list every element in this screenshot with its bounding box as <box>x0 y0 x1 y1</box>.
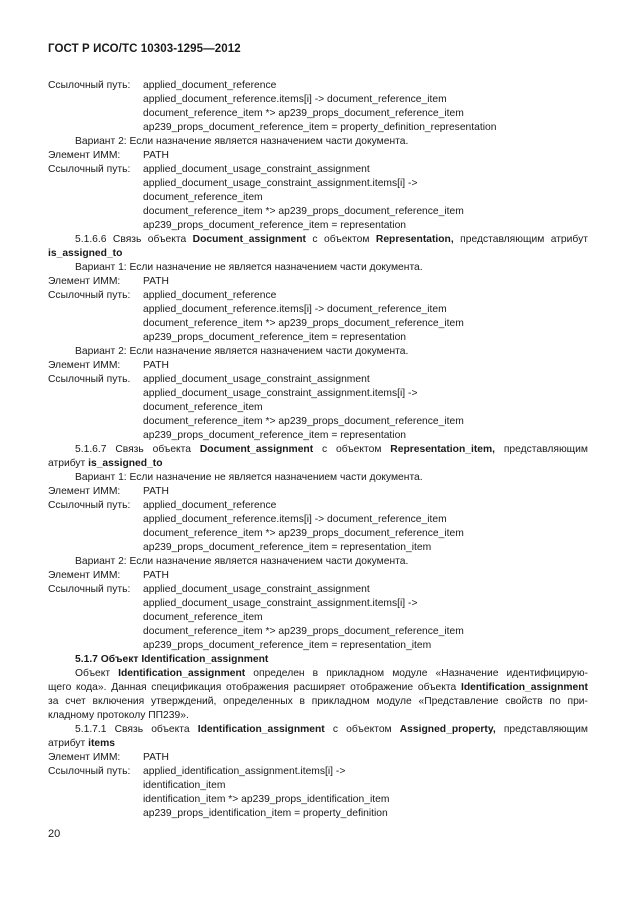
imm-row <box>48 569 588 583</box>
path-line: applied_document_reference <box>143 80 277 91</box>
section-5-1-7-1-heading: 5.1.7.1 Связь объекта Identification_assignment с объектом Assigned_property, представляющим <box>75 724 588 735</box>
ref-path-label: Ссылочный путь: <box>48 584 131 595</box>
path-line: applied_document_usage_constraint_assignment <box>143 164 370 175</box>
imm-value: PATH <box>143 486 169 497</box>
path-line: applied_document_usage_constraint_assignment.items[i] -> <box>143 388 418 399</box>
imm-label: Элемент ИММ: <box>48 752 121 763</box>
imm-label: Элемент ИММ: <box>48 570 121 581</box>
path-line: applied_document_reference.items[i] -> document_reference_item <box>143 94 447 105</box>
ref-path-label: Ссылочный путь: <box>48 766 131 777</box>
imm-value: PATH <box>143 752 169 763</box>
path-line: applied_document_usage_constraint_assignment <box>143 374 370 385</box>
imm-value: PATH <box>143 150 169 161</box>
path-line: applied_identification_assignment.items[i] -> <box>143 766 346 777</box>
path-line: identification_item <box>143 780 226 791</box>
imm-label: Элемент ИММ: <box>48 360 121 371</box>
path-line: applied_document_usage_constraint_assignment <box>143 584 370 595</box>
path-line: document_reference_item *> ap239_props_document_reference_item <box>143 626 464 637</box>
imm-label: Элемент ИММ: <box>48 150 121 161</box>
path-line: document_reference_item *> ap239_props_document_reference_item <box>143 108 464 119</box>
imm-value: PATH <box>143 276 169 287</box>
section-5-1-6-6-heading: 5.1.6.6 Связь объекта Document_assignment с объектом Representation, представляющим атрибут <box>75 234 588 245</box>
path-line: document_reference_item *> ap239_props_document_reference_item <box>143 206 464 217</box>
paragraph-line: щего кода». Данная спецификация отображения расширяет отображение объекта Identification_assignment <box>48 682 588 693</box>
path-line: ap239_props_document_reference_item = representation_item <box>143 640 432 651</box>
path-line: document_reference_item <box>143 612 263 623</box>
ref-path-row <box>48 163 588 177</box>
path-line: applied_document_usage_constraint_assignment.items[i] -> <box>143 598 418 609</box>
path-line: applied_document_reference.items[i] -> document_reference_item <box>143 514 447 525</box>
ref-path-row <box>48 289 588 303</box>
ref-path-row <box>48 499 588 513</box>
path-line: ap239_props_document_reference_item = representation <box>143 332 407 343</box>
path-line: document_reference_item *> ap239_props_document_reference_item <box>143 528 464 539</box>
variant-2-line: Вариант 2: Если назначение является назначением части документа. <box>75 556 409 567</box>
imm-label: Элемент ИММ: <box>48 486 121 497</box>
path-line: document_reference_item *> ap239_props_document_reference_item <box>143 318 464 329</box>
attribute-line: атрибут is_assigned_to <box>48 458 163 469</box>
path-line: ap239_props_document_reference_item = representation <box>143 430 407 441</box>
section-5-1-7-heading: 5.1.7 Объект Identification_assignment <box>75 654 269 665</box>
path-line: ap239_props_document_reference_item = representation <box>143 220 407 231</box>
path-line: document_reference_item <box>143 402 263 413</box>
paragraph-line: за счет включения утверждений, определенных в прикладном модуле «Представление свойств по при- <box>48 696 588 707</box>
document-body <box>48 79 588 821</box>
imm-value: PATH <box>143 360 169 371</box>
page-number: 20 <box>48 828 61 840</box>
imm-row <box>48 751 588 765</box>
ref-path-row <box>48 373 588 387</box>
variant-1-line: Вариант 1: Если назначение не является назначением части документа. <box>75 262 423 273</box>
section-5-1-6-7-heading: 5.1.6.7 Связь объекта Document_assignment с объектом Representation_item, представляющим <box>75 444 588 455</box>
imm-row <box>48 485 588 499</box>
variant-1-line: Вариант 1: Если назначение не является назначением части документа. <box>75 472 423 483</box>
imm-value: PATH <box>143 570 169 581</box>
ref-path-row <box>48 583 588 597</box>
path-line: document_reference_item *> ap239_props_document_reference_item <box>143 416 464 427</box>
path-line: applied_document_reference.items[i] -> document_reference_item <box>143 304 447 315</box>
attribute-line: атрибут items <box>48 738 116 749</box>
path-line: applied_document_reference <box>143 500 277 511</box>
path-line: ap239_props_document_reference_item = property_definition_representation <box>143 122 497 133</box>
ref-path-label: Ссылочный путь: <box>48 290 131 301</box>
path-line: applied_document_usage_constraint_assignment.items[i] -> <box>143 178 418 189</box>
imm-row <box>48 149 588 163</box>
imm-row <box>48 275 588 289</box>
ref-path-label: Ссылочный путь: <box>48 164 131 175</box>
page-header: ГОСТ Р ИСО/ТС 10303-1295—2012 <box>48 43 241 55</box>
path-line: ap239_props_identification_item = property_definition <box>143 808 388 819</box>
path-line: ap239_props_document_reference_item = representation_item <box>143 542 432 553</box>
ref-path-row <box>48 79 588 93</box>
paragraph-line: кладному протоколу ПП239». <box>48 710 189 721</box>
path-line: applied_document_reference <box>143 290 277 301</box>
paragraph-line: Объект Identification_assignment определен в прикладном модуле «Назначение идентифицирую- <box>75 668 588 679</box>
path-line: identification_item *> ap239_props_identification_item <box>143 794 390 805</box>
ref-path-label: Ссылочный путь. <box>48 374 131 385</box>
ref-path-label: Ссылочный путь: <box>48 80 131 91</box>
imm-row <box>48 359 588 373</box>
path-line: document_reference_item <box>143 192 263 203</box>
ref-path-label: Ссылочный путь: <box>48 500 131 511</box>
attribute-name: is_assigned_to <box>48 248 123 259</box>
ref-path-row <box>48 765 588 779</box>
imm-label: Элемент ИММ: <box>48 276 121 287</box>
variant-2-line: Вариант 2: Если назначение является назначением части документа. <box>75 136 409 147</box>
variant-2-line: Вариант 2: Если назначение является назначением части документа. <box>75 346 409 357</box>
